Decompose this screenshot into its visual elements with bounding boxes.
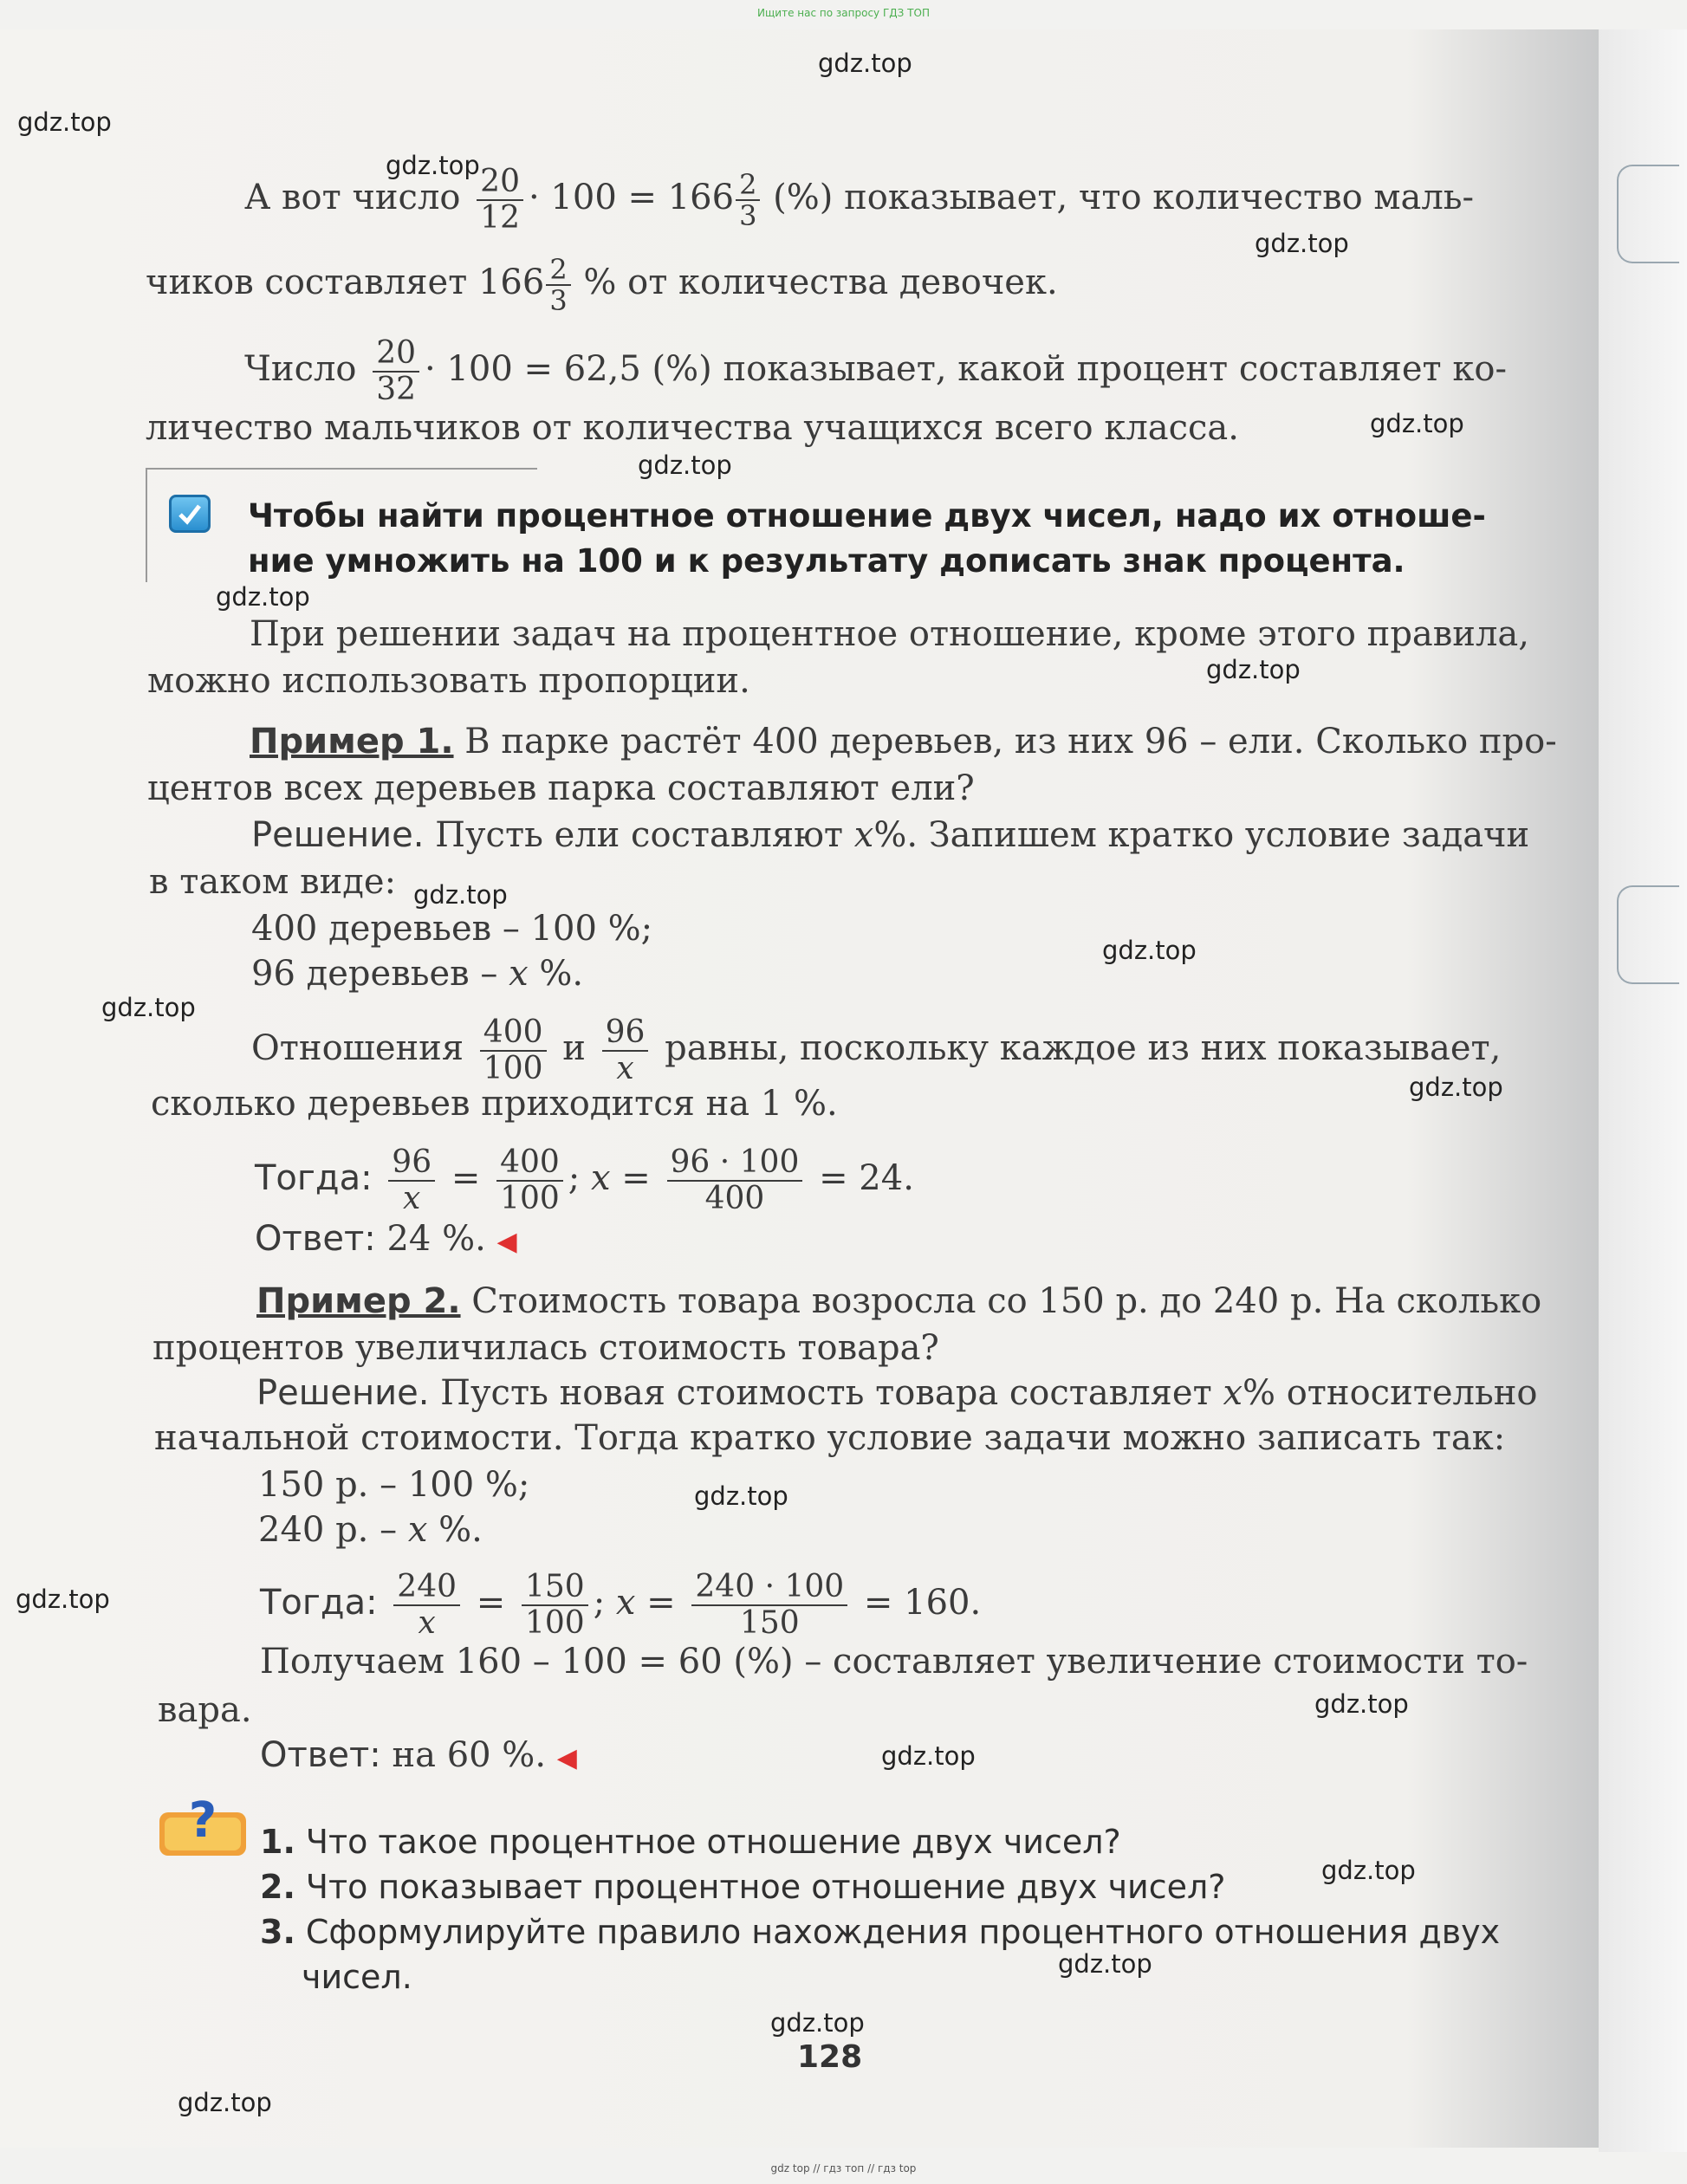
- watermark: gdz.top: [818, 49, 912, 78]
- check-note-icon: [169, 495, 211, 533]
- watermark: gdz.top: [17, 107, 112, 137]
- para1-line1: А вот число $\frac{20}{12}$ · 100 = 166 $\frac{2}{3}$ (%) показывает, что количество маль-: [244, 164, 1475, 236]
- svg-text:?: ?: [188, 1793, 217, 1849]
- example1-line2: центов всех деревьев парка составляют ели?: [147, 768, 975, 808]
- para2-line1: Число $\frac{20}{32}$ · 100 = 62,5 (%) показывает, какой процент составляет ко-: [244, 335, 1507, 407]
- example2-cond1: 150 р. – 100 %;: [258, 1465, 530, 1505]
- watermark: gdz.top: [216, 582, 310, 612]
- watermark: gdz.top: [1314, 1689, 1409, 1719]
- watermark: gdz.top: [1409, 1073, 1503, 1102]
- para3-line1: При решении задач на процентное отношение, кроме этого правила,: [250, 614, 1529, 654]
- side-tab-mark: [1617, 885, 1679, 984]
- example1-solution-line2: в таком виде:: [149, 862, 397, 902]
- watermark: gdz.top: [1321, 1856, 1416, 1885]
- para3-line2: можно использовать пропорции.: [147, 661, 750, 701]
- para1-line2: чиков составляет 166 $\frac{2}{3}$ % от количества девочек.: [146, 253, 1058, 317]
- example2-equation: Тогда: $\frac{240}{x}$ = $\frac{150}{100}$ ; x = $\frac{240 \cdot 100}{150}$ = 160.: [260, 1569, 982, 1641]
- example2-solution-line1: Решение. Пусть новая стоимость товара составляет x% относительно: [256, 1373, 1538, 1413]
- red-triangle-icon: ◀: [496, 1227, 517, 1257]
- example1-answer: Ответ: 24 %. ◀: [255, 1219, 517, 1259]
- watermark: gdz.top: [413, 880, 508, 910]
- question-3-cont: чисел.: [302, 1958, 412, 1996]
- watermark: gdz.top: [16, 1585, 110, 1614]
- watermark: gdz.top: [1206, 655, 1301, 684]
- example2-line2: процентов увеличилась стоимость товара?: [152, 1328, 939, 1368]
- example2-result-line2: вара.: [158, 1690, 252, 1730]
- watermark: gdz.top: [1255, 229, 1349, 258]
- rule-line2: ние умножить на 100 и к результату дописать знак процента.: [248, 542, 1405, 580]
- watermark: gdz.top: [770, 2008, 865, 2038]
- question-1: 1. Что такое процентное отношение двух чисел?: [260, 1823, 1121, 1861]
- watermark: gdz.top: [1370, 409, 1464, 438]
- watermark: gdz.top: [1102, 936, 1197, 965]
- watermark: gdz.top: [881, 1741, 976, 1771]
- example2-cond2: 240 р. – x %.: [258, 1510, 483, 1550]
- rule-line1: Чтобы найти процентное отношение двух чисел, надо их отноше-: [248, 497, 1486, 535]
- example2-result-line1: Получаем 160 – 100 = 60 (%) – составляет увеличение стоимости то-: [260, 1642, 1528, 1682]
- watermark: gdz.top: [638, 450, 732, 480]
- example2-solution-line2: начальной стоимости. Тогда кратко условие задачи можно записать так:: [154, 1418, 1506, 1458]
- watermark: gdz.top: [178, 2088, 272, 2117]
- page-edge: [1599, 29, 1687, 2152]
- example1-ratio-line1: Отношения $\frac{400}{100}$ и $\frac{96}{x}$ равны, поскольку каждое из них показывает,: [251, 1014, 1502, 1086]
- question-mark-icon: [156, 1793, 250, 1859]
- example2-line1: Пример 2. Стоимость товара возросла со 150 р. до 240 р. На сколько: [256, 1281, 1542, 1321]
- para2-line2: личество мальчиков от количества учащихся всего класса.: [146, 408, 1239, 448]
- watermark: gdz.top: [101, 993, 196, 1022]
- page-number: 128: [797, 2039, 863, 2075]
- example1-cond1: 400 деревьев – 100 %;: [251, 909, 653, 949]
- watermark: gdz.top: [1058, 1949, 1152, 1979]
- footer-note[interactable]: gdz top // гдз топ // гдз top: [770, 2162, 917, 2174]
- red-triangle-icon: ◀: [556, 1743, 577, 1773]
- example1-ratio-line2: сколько деревьев приходится на 1 %.: [151, 1084, 838, 1124]
- example1-cond2: 96 деревьев – x %.: [251, 954, 584, 994]
- watermark: gdz.top: [386, 151, 480, 180]
- example2-answer: Ответ: на 60 %. ◀: [260, 1735, 577, 1775]
- side-tab-mark: [1617, 165, 1679, 263]
- question-2: 2. Что показывает процентное отношение двух чисел?: [260, 1868, 1226, 1906]
- question-3: 3. Сформулируйте правило нахождения процентного отношения двух: [260, 1913, 1501, 1951]
- example1-solution-line1: Решение. Пусть ели составляют x%. Запишем кратко условие задачи: [251, 815, 1530, 855]
- header-note[interactable]: Ищите нас по запросу ГДЗ ТОП: [757, 7, 930, 19]
- example1-equation: Тогда: $\frac{96}{x}$ = $\frac{400}{100}$ ; x = $\frac{96 \cdot 100}{400}$ = 24.: [255, 1144, 914, 1216]
- watermark: gdz.top: [694, 1481, 788, 1511]
- example1-line1: Пример 1. В парке растёт 400 деревьев, из них 96 – ели. Сколько про-: [250, 722, 1557, 761]
